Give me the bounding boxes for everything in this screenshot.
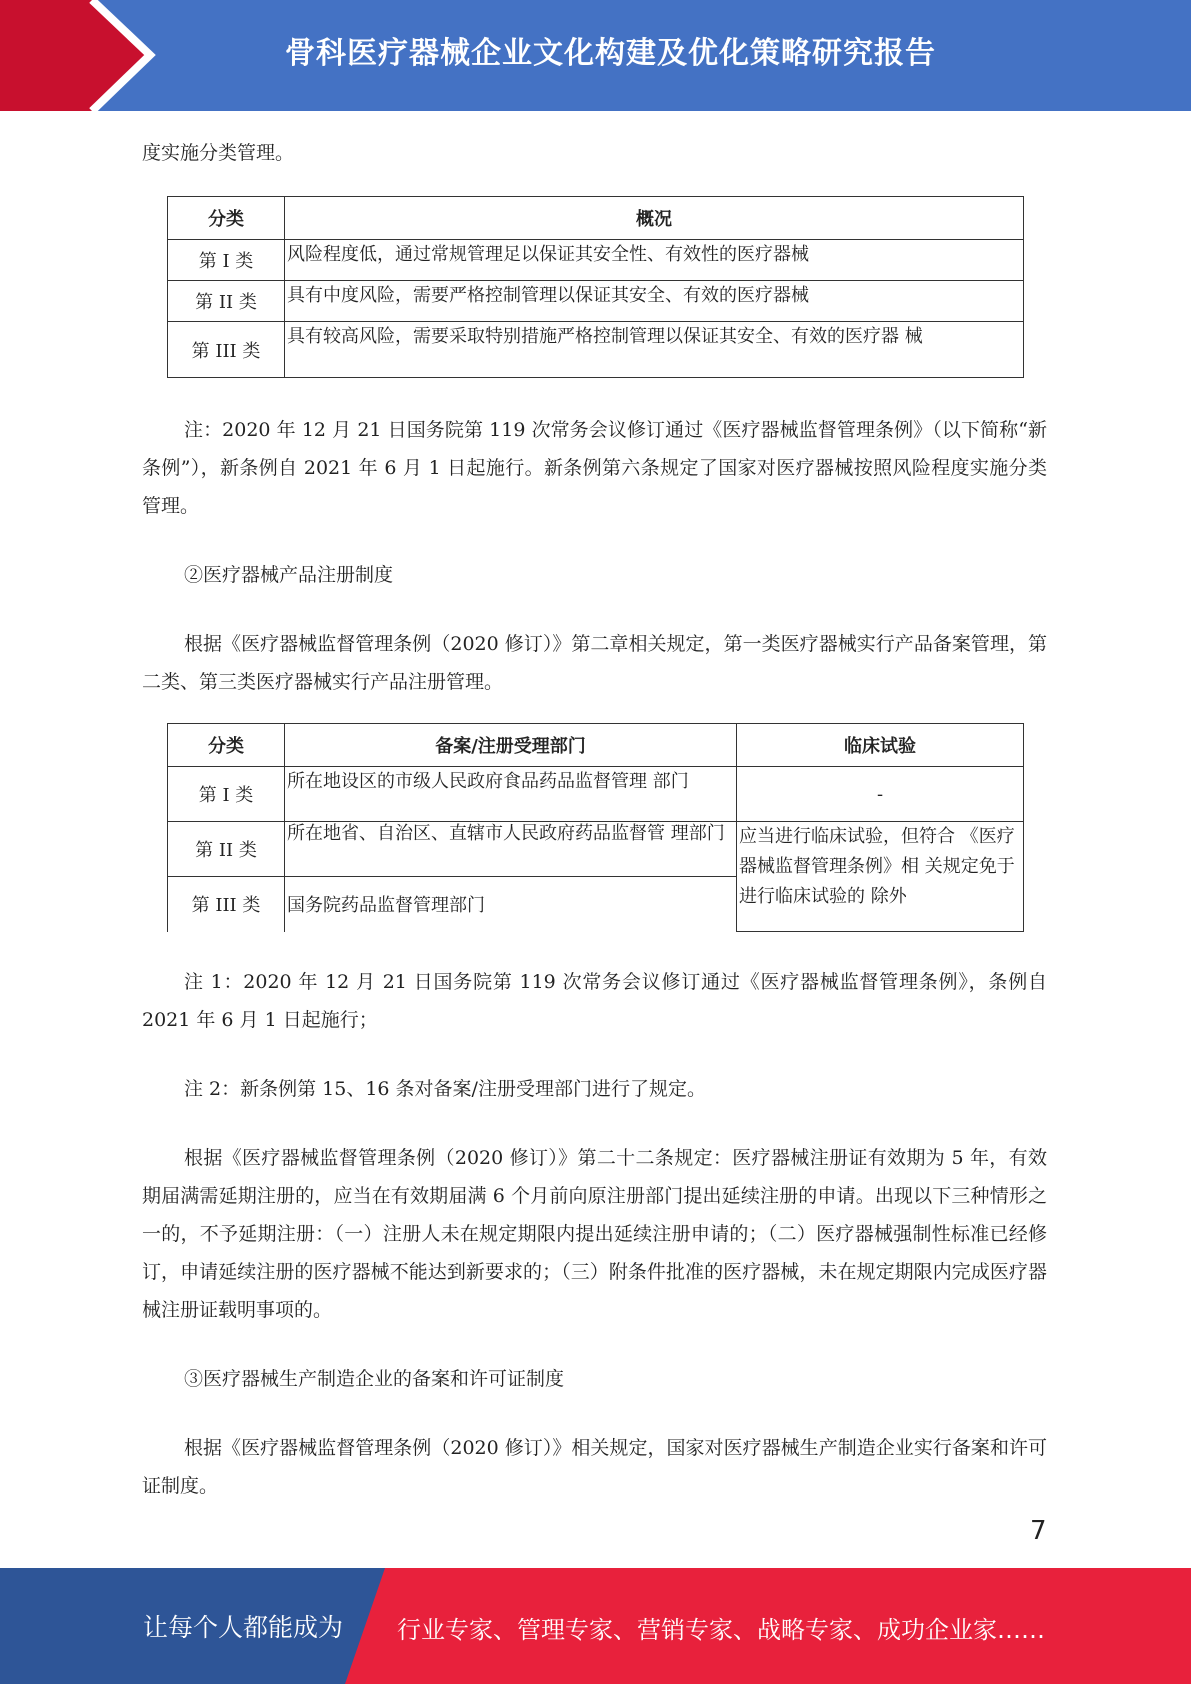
page-content [142,134,1047,1505]
table-cell: 第 III 类 [168,322,285,378]
paragraph: 注 2：新条例第 15、16 条对备案/注册受理部门进行了规定。 [184,1078,706,1100]
table-cell: 第 II 类 [168,281,285,322]
header-title: 骨科医疗器械企业文化构建及优化策略研究报告 [285,36,936,71]
table-cell: 第 III 类 [168,877,285,932]
table-cell: 具有中度风险，需要严格控制管理以保证其安全、有效的医疗器械 [285,281,1024,322]
section-heading: ③医疗器械生产制造企业的备案和许可证制度 [184,1368,565,1390]
table-row [168,822,1024,877]
table-cell: 第 II 类 [168,822,285,877]
table-header-cell: 分类 [168,197,285,240]
table-cell: - [737,767,1024,822]
table-cell: 所在地设区的市级人民政府食品药品监督管理 部门 [285,767,737,822]
table-row [168,240,1024,281]
table-cell: 第 I 类 [168,240,285,281]
footer-slogan-right: 行业专家、管理专家、营销专家、战略专家、成功企业家…… [397,1616,1045,1644]
footer-slogan-left: 让每个人都能成为 [143,1613,344,1642]
paragraph: 根据《医疗器械监督管理条例（2020 修订）》相关规定，国家对医疗器械生产制造企业实行备案和许可证制度。 [142,1437,1047,1497]
page-header [0,0,1191,111]
table-cell: 具有较高风险，需要采取特别措施严格控制管理以保证其安全、有效的医疗器 械 [285,322,1024,378]
paragraph: 注 1：2020 年 12 月 21 日国务院第 119 次常务会议修订通过《医疗器械监督管理条例》，条例自 2021 年 6 月 1 日起施行； [142,971,1047,1031]
table-header-cell: 临床试验 [737,724,1024,767]
paragraph: 根据《医疗器械监督管理条例（2020 修订）》第二十二条规定：医疗器械注册证有效期为 5 年，有效期届满需延期注册的，应当在有效期届满 6 个月前向原注册部门提出延续注册的申请。出现以下三种情形之一的，不予延期注册：（一）注册人未在规定期限内提出延续注册申请的；（二）医疗器械强制性标准已经修订，申请延续注册的医疗器械不能达到新要求的；（三）附条件批准的医疗器械，未在规定期限内完成医疗器械注册证载明事项的。 [142,1147,1047,1321]
registration-table [167,723,1024,932]
table-header-cell: 概况 [285,197,1024,240]
table-cell: 所在地省、自治区、直辖市人民政府药品监督管 理部门 [285,822,737,877]
table-row [168,322,1024,378]
page-footer [0,1568,1191,1684]
paragraph: 注：2020 年 12 月 21 日国务院第 119 次常务会议修订通过《医疗器械监督管理条例》（以下简称“新条例”），新条例自 2021 年 6 月 1 日起施行。新条例第六条规定了国家对医疗器械按照风险程度实施分类管理。 [142,419,1047,517]
table-cell: 应当进行临床试验，但符合 《医疗器械监督管理条例》相 关规定免于进行临床试验的 除外 [737,822,1024,932]
table-row [168,767,1024,822]
table-header-row [168,724,1024,767]
table-row [168,281,1024,322]
classification-table [167,196,1024,378]
table-header-cell: 备案/注册受理部门 [285,724,737,767]
section-heading: ②医疗器械产品注册制度 [184,564,394,586]
table-cell: 第 I 类 [168,767,285,822]
paragraph: 根据《医疗器械监督管理条例（2020 修订）》第二章相关规定，第一类医疗器械实行产品备案管理，第二类、第三类医疗器械实行产品注册管理。 [142,633,1047,693]
table-header-row [168,197,1024,240]
table-header-cell: 分类 [168,724,285,767]
table-cell: 国务院药品监督管理部门 [285,877,737,932]
page-number: 7 [1030,1516,1047,1546]
paragraph: 度实施分类管理。 [142,142,295,164]
table-cell: 风险程度低，通过常规管理足以保证其安全性、有效性的医疗器械 [285,240,1024,281]
